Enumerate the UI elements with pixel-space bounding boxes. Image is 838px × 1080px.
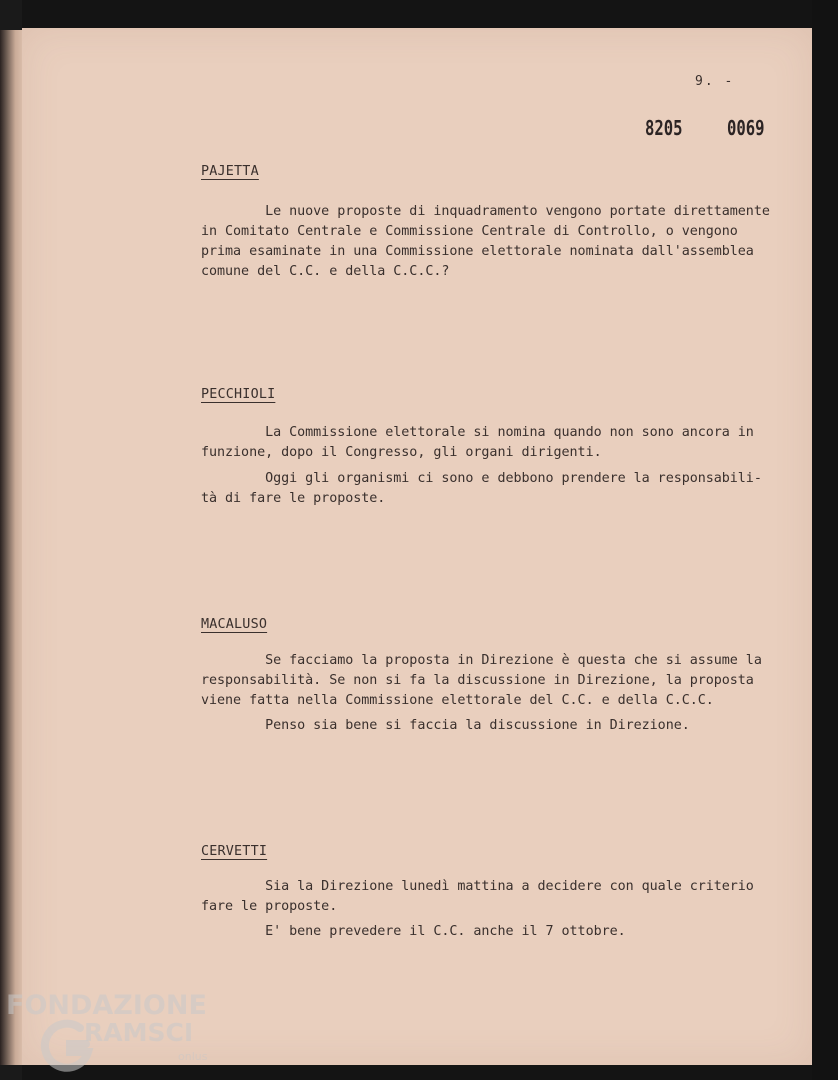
- paragraph-macaluso-2: Penso sia bene si faccia la discussione in Direzione.: [201, 718, 690, 733]
- archive-code-number: 0069: [727, 116, 765, 140]
- page-number: 9. -: [695, 74, 735, 89]
- speaker-pecchioli: PECCHIOLI: [201, 387, 276, 402]
- archive-code-series: 8205: [645, 116, 683, 140]
- speaker-cervetti: CERVETTI: [201, 844, 268, 859]
- watermark-line2: RAMSCI: [84, 1018, 194, 1047]
- speaker-macaluso: MACALUSO: [201, 617, 268, 632]
- paragraph-cervetti-1: Sia la Direzione lunedì mattina a decidere con quale criterio fare le proposte.: [201, 879, 754, 914]
- paragraph-macaluso-1: Se facciamo la proposta in Direzione è questa che si assume la responsabilità. Se non si fa la discussione in Direzione, la proposta viene fatta nella Commissione elettorale del C.C. e della C.C.C.: [201, 653, 762, 708]
- paragraph-pecchioli-2: Oggi gli organismi ci sono e debbono prendere la responsabili- tà di fare le proposte.: [201, 471, 762, 506]
- watermark-line1: FONDAZIONE: [6, 990, 207, 1021]
- paragraph-cervetti-2: E' bene prevedere il C.C. anche il 7 ottobre.: [201, 924, 626, 939]
- paragraph-pajetta-1: Le nuove proposte di inquadramento vengono portate direttamente in Comitato Centrale e Commissione Centrale di Controllo, o vengono prima esaminate in una Commissione elettorale nominata dall'assemblea comune del C.C. e della C.C.C.?: [201, 204, 770, 279]
- scan-right-border: [812, 0, 838, 1080]
- speaker-pajetta: PAJETTA: [201, 164, 259, 179]
- paragraph-pecchioli-1: La Commissione elettorale si nomina quando non sono ancora in funzione, dopo il Congresso, gli organi dirigenti.: [201, 425, 754, 460]
- watermark-suffix: onlus: [178, 1050, 208, 1063]
- page-edge-shadow: [0, 30, 22, 1065]
- fondazione-gramsci-watermark: [6, 990, 206, 1076]
